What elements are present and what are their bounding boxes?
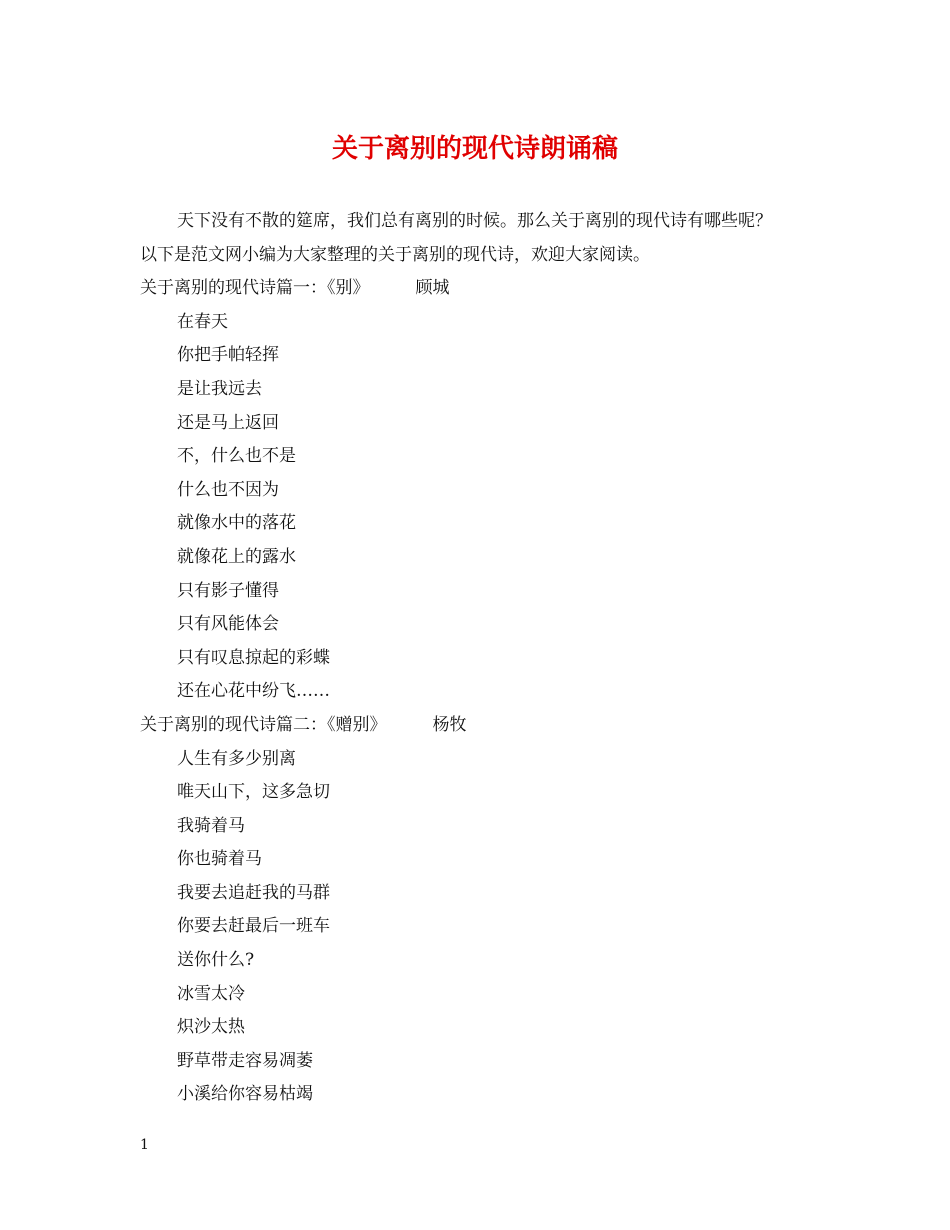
poem2-author: 杨牧	[432, 714, 467, 735]
poem-line: 炽沙太热	[177, 1017, 245, 1038]
poem-line: 冰雪太冷	[177, 983, 245, 1004]
poem-line: 只有叹息掠起的彩蝶	[177, 647, 330, 668]
poem-line: 还在心花中纷飞……	[177, 681, 330, 702]
poem-line: 什么也不因为	[177, 479, 279, 500]
poem1-heading-line	[140, 272, 830, 306]
poem-line: 人生有多少别离	[177, 748, 296, 769]
poem-line: 不，什么也不是	[177, 446, 296, 467]
poem1-heading: 关于离别的现代诗篇一：《别》	[140, 278, 370, 299]
poem-line: 我要去追赶我的马群	[177, 882, 330, 903]
document-body	[140, 205, 830, 1112]
poem1-author: 顾城	[415, 278, 450, 299]
page-number: 1	[140, 1137, 149, 1153]
poem-line: 我骑着马	[177, 815, 245, 836]
poem-line: 唯天山下，这多急切	[177, 782, 330, 803]
poem-line: 你也骑着马	[177, 849, 262, 870]
poem-line: 你把手帕轻挥	[177, 345, 279, 366]
poem-line: 是让我远去	[177, 378, 262, 399]
poem-line: 你要去赶最后一班车	[177, 916, 330, 937]
intro-paragraph-line: 以下是范文网小编为大家整理的关于离别的现代诗，欢迎大家阅读。	[140, 244, 650, 265]
poem-line: 送你什么?	[177, 950, 255, 971]
poem-line: 就像花上的露水	[177, 546, 296, 567]
document-title: 关于离别的现代诗朗诵稿	[331, 134, 618, 164]
intro-paragraph-line: 天下没有不散的筵席，我们总有离别的时候。那么关于离别的现代诗有哪些呢？	[177, 211, 772, 231]
poem2-heading-line	[140, 709, 830, 743]
poem-line: 小溪给你容易枯竭	[177, 1084, 313, 1105]
poem-line: 还是马上返回	[177, 412, 279, 433]
poem2-heading: 关于离别的现代诗篇二：《赠别》	[140, 714, 387, 735]
poem-line: 野草带走容易凋萎	[177, 1050, 313, 1071]
poem-line: 只有风能体会	[177, 614, 279, 635]
poem-line: 就像水中的落花	[177, 513, 296, 534]
poem-line: 只有影子懂得	[177, 580, 279, 601]
poem-line: 在春天	[177, 311, 228, 332]
